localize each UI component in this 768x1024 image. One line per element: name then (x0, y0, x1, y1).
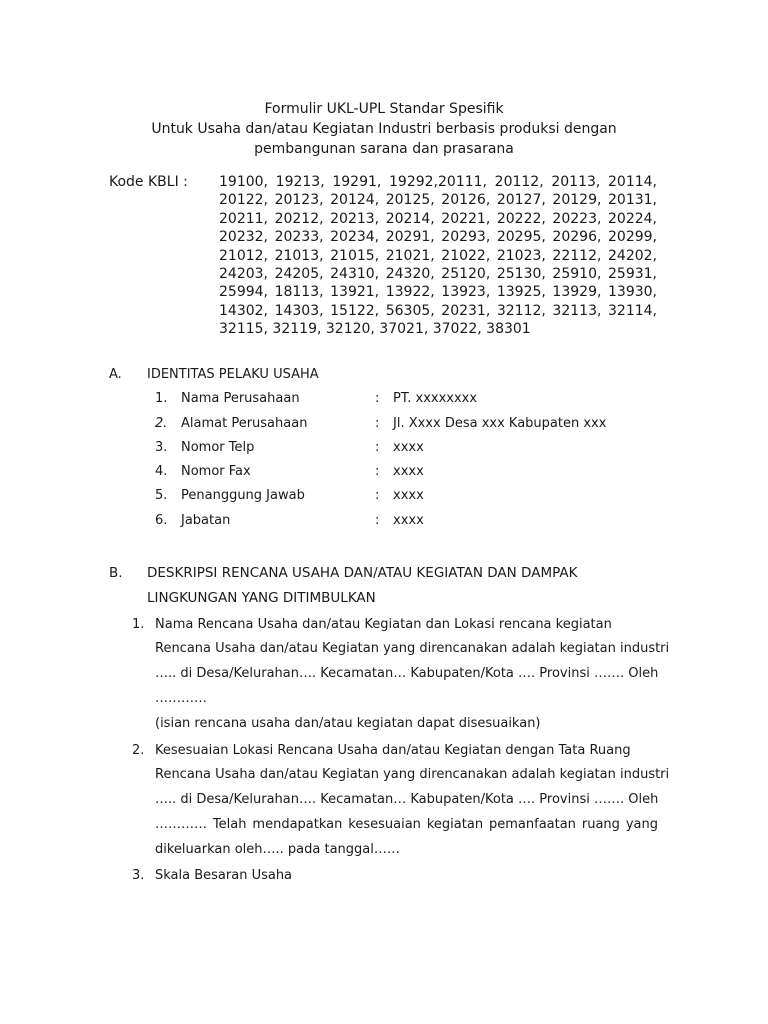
identity-number: 2. (155, 416, 168, 431)
identity-colon: : (375, 488, 380, 503)
kbli-code-line: 14302, 14303, 15122, 56305, 20231, 32112, 32113, 32114, (219, 302, 657, 319)
identity-label: Nomor Fax (181, 464, 251, 479)
item-number: 3. (132, 868, 145, 883)
identity-value: PT. xxxxxxxx (393, 391, 478, 406)
title-line-3: pembangunan sarana dan prasarana (254, 141, 514, 157)
paragraph-line: ………… Telah mendapatkan kesesuaian kegiatan pemanfaatan ruang yang (155, 817, 658, 832)
identity-value: xxxx (393, 440, 424, 455)
kbli-codes (219, 173, 657, 339)
identity-colon: : (375, 513, 380, 528)
identity-label: Jabatan (181, 513, 231, 528)
kbli-code-line: 21012, 21013, 21015, 21021, 21022, 21023, 22112, 24202, (219, 247, 657, 264)
identity-value: xxxx (393, 464, 424, 479)
identity-label: Nama Perusahaan (181, 391, 300, 406)
identity-colon: : (375, 464, 380, 479)
item-number: 2. (132, 743, 145, 758)
form-title (0, 99, 768, 159)
section-a-letter: A. (109, 367, 122, 382)
identity-colon: : (375, 416, 380, 431)
item-title: Nama Rencana Usaha dan/atau Kegiatan dan Lokasi rencana kegiatan (155, 617, 612, 632)
identity-number: 5. (155, 488, 168, 503)
kbli-code-line: 25994, 18113, 13921, 13922, 13923, 13925, 13929, 13930, (219, 284, 657, 301)
item-title: Kesesuaian Lokasi Rencana Usaha dan/atau Kegiatan dengan Tata Ruang (155, 743, 631, 758)
kbli-code-line: 20211, 20212, 20213, 20214, 20221, 20222, 20223, 20224, (219, 210, 657, 227)
identity-colon: : (375, 391, 380, 406)
identity-label: Alamat Perusahaan (181, 416, 308, 431)
identity-number: 3. (155, 440, 168, 455)
paragraph-line: (isian rencana usaha dan/atau kegiatan dapat disesuaikan) (155, 716, 541, 731)
kbli-code-line: 20232, 20233, 20234, 20291, 20293, 20295, 20296, 20299, (219, 229, 657, 246)
identity-value: xxxx (393, 488, 424, 503)
item-paragraph (155, 762, 670, 862)
item-number: 1. (132, 617, 145, 632)
identity-label: Nomor Telp (181, 440, 255, 455)
kbli-code-line: 19100, 19213, 19291, 19292,20111, 20112, 20113, 20114, (219, 174, 657, 190)
section-b-heading-line-1: DESKRIPSI RENCANA USAHA DAN/ATAU KEGIATAN DAN DAMPAK (147, 565, 578, 581)
paragraph-line: ….. di Desa/Kelurahan…. Kecamatan… Kabupaten/Kota …. Provinsi ……. Oleh (155, 666, 659, 681)
paragraph-line: Rencana Usaha dan/atau Kegiatan yang direncanakan adalah kegiatan industri (155, 641, 670, 656)
kbli-code-line: 20122, 20123, 20124, 20125, 20126, 20127, 20129, 20131, (219, 192, 657, 209)
identity-label: Penanggung Jawab (181, 488, 305, 503)
paragraph-line: Rencana Usaha dan/atau Kegiatan yang direncanakan adalah kegiatan industri (155, 767, 670, 782)
kbli-code-line: 32115, 32119, 32120, 37021, 37022, 38301 (219, 321, 531, 338)
title-line-2: Untuk Usaha dan/atau Kegiatan Industri berbasis produksi dengan (151, 121, 617, 137)
paragraph-line: ….. di Desa/Kelurahan…. Kecamatan… Kabupaten/Kota …. Provinsi ……. Oleh (155, 792, 659, 807)
section-b-heading-line-2: LINGKUNGAN YANG DITIMBULKAN (147, 590, 376, 606)
identity-value: Jl. Xxxx Desa xxx Kabupaten xxx (393, 416, 607, 431)
section-b-heading (147, 561, 577, 611)
title-line-1: Formulir UKL-UPL Standar Spesifik (264, 101, 504, 117)
identity-colon: : (375, 440, 380, 455)
paragraph-line: dikeluarkan oleh….. pada tanggal…… (155, 842, 400, 857)
section-a-heading: IDENTITAS PELAKU USAHA (147, 367, 319, 382)
item-title: Skala Besaran Usaha (155, 868, 293, 883)
paragraph-line: ………… (155, 691, 207, 706)
section-b-letter: B. (109, 565, 123, 581)
identity-number: 6. (155, 513, 168, 528)
kbli-label: Kode KBLI : (109, 174, 188, 190)
identity-value: xxxx (393, 513, 424, 528)
kbli-code-line: 24203, 24205, 24310, 24320, 25120, 25130, 25910, 25931, (219, 266, 657, 283)
item-paragraph (155, 636, 670, 736)
identity-number: 1. (155, 391, 168, 406)
identity-number: 4. (155, 464, 168, 479)
